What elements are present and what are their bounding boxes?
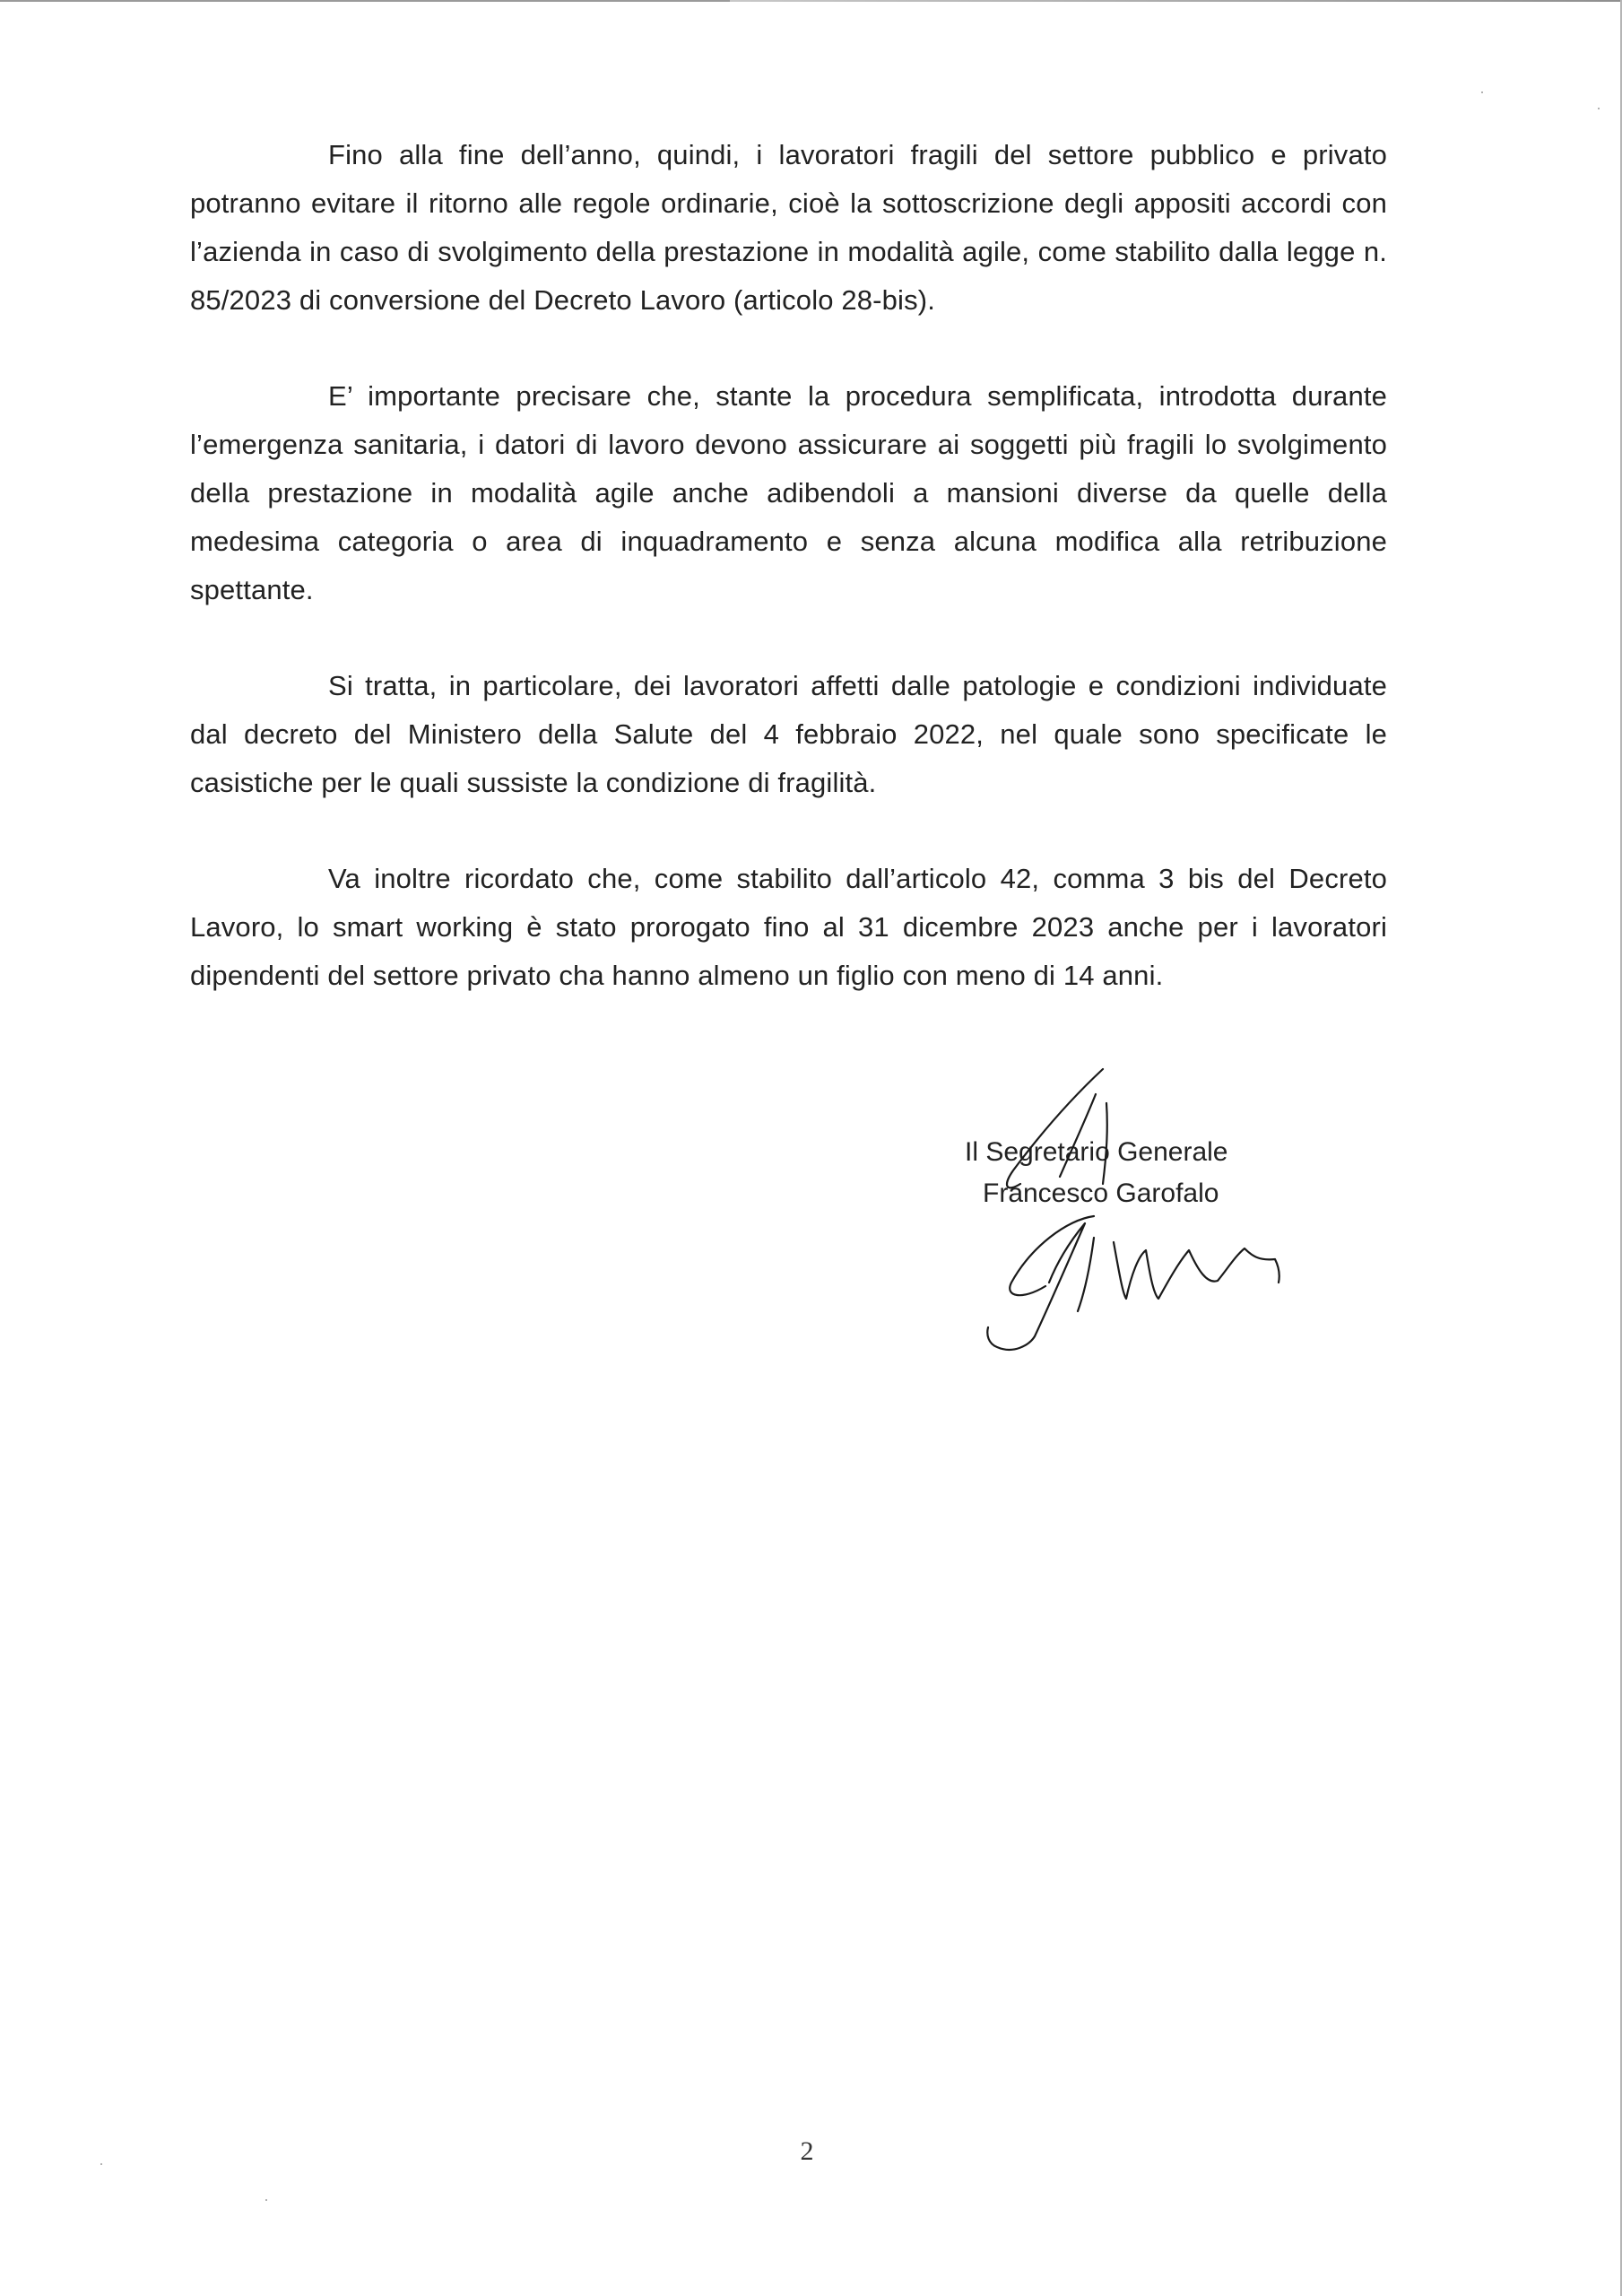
signatory-name: Francesco Garofalo [983,1178,1219,1208]
paragraph-4: Va inoltre ricordato che, come stabilito dall’articolo 42, comma 3 bis del Decreto Lavoro, lo smart working è stato prorogato fino al 31 dicembre 2023 anche per i lavoratori dipendenti del settore privato cha hanno almeno un figlio con meno di 14 anni. [190,863,1387,991]
signature-stroke [1103,1103,1107,1184]
letter-body [190,131,1387,1048]
signatory-title: Il Segretario Generale [965,1137,1228,1167]
paragraph-2: E’ importante precisare che, stante la procedura semplificata, introdotta durante l’emergenza sanitaria, i datori di lavoro devono assicurare ai soggetti più fragili lo svolgimento della prestazione in modalità agile anche adibendoli a mansioni diverse da quelle della medesima categoria o area di inquadramento e senza alcuna modifica alla retribuzione spettante. [190,380,1387,605]
scan-speck [265,2199,267,2201]
scan-speck [1481,91,1483,93]
paragraph-1: Fino alla fine dell’anno, quindi, i lavoratori fragili del settore pubblico e privato potranno evitare il ritorno alle regole ordinarie, cioè la sottoscrizione degli appositi accordi con l’azienda in caso di svolgimento della prestazione in modalità agile, come stabilito dalla legge n. 85/2023 di conversione del Decreto Lavoro (articolo 28-bis). [190,139,1387,316]
paragraph-3: Si tratta, in particolare, dei lavoratori affetti dalle patologie e condizioni individuate dal decreto del Ministero della Salute del 4 febbraio 2022, nel quale sono specificate le casistiche per le quali sussiste la condizione di fragilità. [190,670,1387,798]
signature-stroke [987,1223,1085,1350]
scan-speck [100,2163,102,2165]
page-number: 2 [800,2136,814,2166]
scan-top-edge [0,0,1622,2]
handwritten-signature [959,1058,1318,1363]
signature-stroke [1114,1242,1279,1299]
signature-stroke [1007,1069,1103,1187]
scan-speck [1598,108,1600,109]
signature-stroke [1078,1238,1094,1311]
